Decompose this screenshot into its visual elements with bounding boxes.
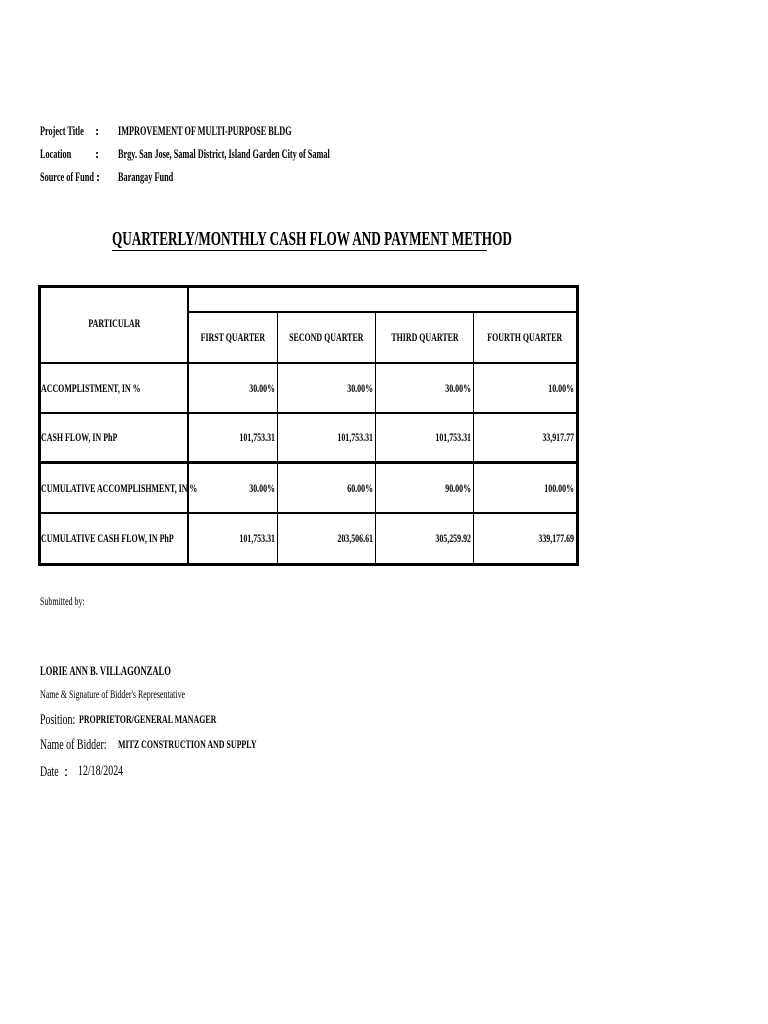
particular-header-text: PARTICULAR [88, 316, 140, 330]
position-value [79, 711, 287, 727]
table-cell [376, 414, 473, 461]
cell-value: 30.00% [249, 480, 275, 495]
source-of-fund-label: Source of Fund [40, 170, 94, 184]
submitted-by-text: Submitted by: [40, 594, 85, 608]
date-colon [64, 763, 68, 781]
date-colon-text: : [64, 764, 69, 780]
cell-value: 60.00% [347, 480, 373, 495]
cash-flow-table [38, 285, 579, 566]
cell-value: 101,753.31 [337, 430, 373, 444]
page-title [112, 226, 718, 252]
representative-name [40, 663, 238, 679]
column-header-q2-text: SECOND QUARTER [289, 330, 364, 344]
date-label-text: Date [40, 764, 59, 780]
cell-value: 305,259.92 [435, 531, 471, 545]
row-label-text: CUMULATIVE CASH FLOW, IN PhP [41, 531, 174, 545]
table-cell [376, 364, 473, 412]
position-value-text: PROPRIETOR/GENERAL MANAGER [79, 712, 217, 726]
cell-value: 33,917.77 [542, 430, 574, 444]
column-header-q3 [376, 313, 473, 362]
location-label: Location [40, 147, 72, 161]
source-of-fund-colon: : [96, 170, 101, 184]
table-cell [278, 364, 375, 412]
source-of-fund-value: Barangay Fund [118, 170, 174, 184]
row-label-text: ACCOMPLISTMENT, IN % [41, 380, 141, 395]
table-cell [189, 464, 277, 512]
table-cell [189, 414, 277, 461]
cell-value: 339,177.69 [538, 531, 574, 545]
bidder-value-text: MITZ CONSTRUCTION AND SUPPLY [118, 737, 257, 751]
table-cell [474, 414, 576, 461]
column-header-q4-text: FOURTH QUARTER [487, 330, 563, 344]
cell-value: 90.00% [445, 480, 471, 495]
date-value [78, 762, 146, 780]
row-label-accomplishment [38, 364, 187, 412]
table-cell [376, 464, 473, 512]
date-value-text: 12/18/2024 [78, 763, 124, 779]
cell-value: 30.00% [445, 380, 471, 395]
table-cell [189, 514, 277, 563]
column-header-q3-text: THIRD QUARTER [390, 330, 459, 344]
submitted-by-label [40, 593, 108, 609]
row-label-cumulative-accomplishment [38, 464, 198, 512]
cell-value: 101,753.31 [239, 531, 275, 545]
table-cell [376, 514, 473, 563]
representative-name-text: LORIE ANN B. VILLAGONZALO [40, 663, 171, 678]
row-label-text: CASH FLOW, IN PhP [41, 430, 118, 444]
particular-header [41, 288, 187, 362]
representative-caption [40, 686, 260, 702]
table-cell [278, 414, 375, 461]
table-cell [278, 514, 375, 563]
table-border-bottom [38, 563, 579, 566]
row-label-cumulative-cash-flow [38, 514, 187, 563]
table-cell [474, 364, 576, 412]
cell-value: 30.00% [249, 380, 275, 395]
representative-caption-text: Name & Signature of Bidder's Representative [40, 687, 186, 701]
cell-value: 30.00% [347, 380, 373, 395]
bidder-label-text: Name of Bidder: [40, 737, 107, 753]
table-cell [189, 364, 277, 412]
cell-value: 100.00% [544, 480, 574, 495]
cell-value: 10.00% [548, 380, 574, 395]
project-title-label: Project Title [40, 124, 84, 138]
row-label-cash-flow [38, 414, 187, 461]
project-title-value: IMPROVEMENT OF MULTI-PURPOSE BLDG [118, 124, 292, 138]
table-cell [278, 464, 375, 512]
table-border-right [576, 285, 579, 566]
position-label-text: Position: [40, 712, 76, 728]
title-underline [112, 250, 487, 251]
cell-value: 203,506.61 [337, 531, 373, 545]
column-header-q1 [189, 313, 277, 362]
column-header-q2 [278, 313, 375, 362]
location-colon: : [95, 147, 100, 161]
project-title-colon: : [95, 124, 100, 138]
page-title-text: QUARTERLY/MONTHLY CASH FLOW AND PAYMENT METHOD [112, 228, 512, 250]
column-header-q4 [474, 313, 576, 362]
cell-value: 101,753.31 [239, 430, 275, 444]
row-label-text: CUMULATIVE ACCOMPLISHMENT, IN % [41, 480, 198, 495]
table-cell [474, 464, 576, 512]
bidder-value [118, 736, 328, 752]
cell-value: 101,753.31 [435, 430, 471, 444]
location-value: Brgy. San Jose, Samal District, Island Garden City of Samal [118, 147, 330, 161]
table-cell [474, 514, 576, 563]
column-header-q1-text: FIRST QUARTER [200, 330, 266, 344]
